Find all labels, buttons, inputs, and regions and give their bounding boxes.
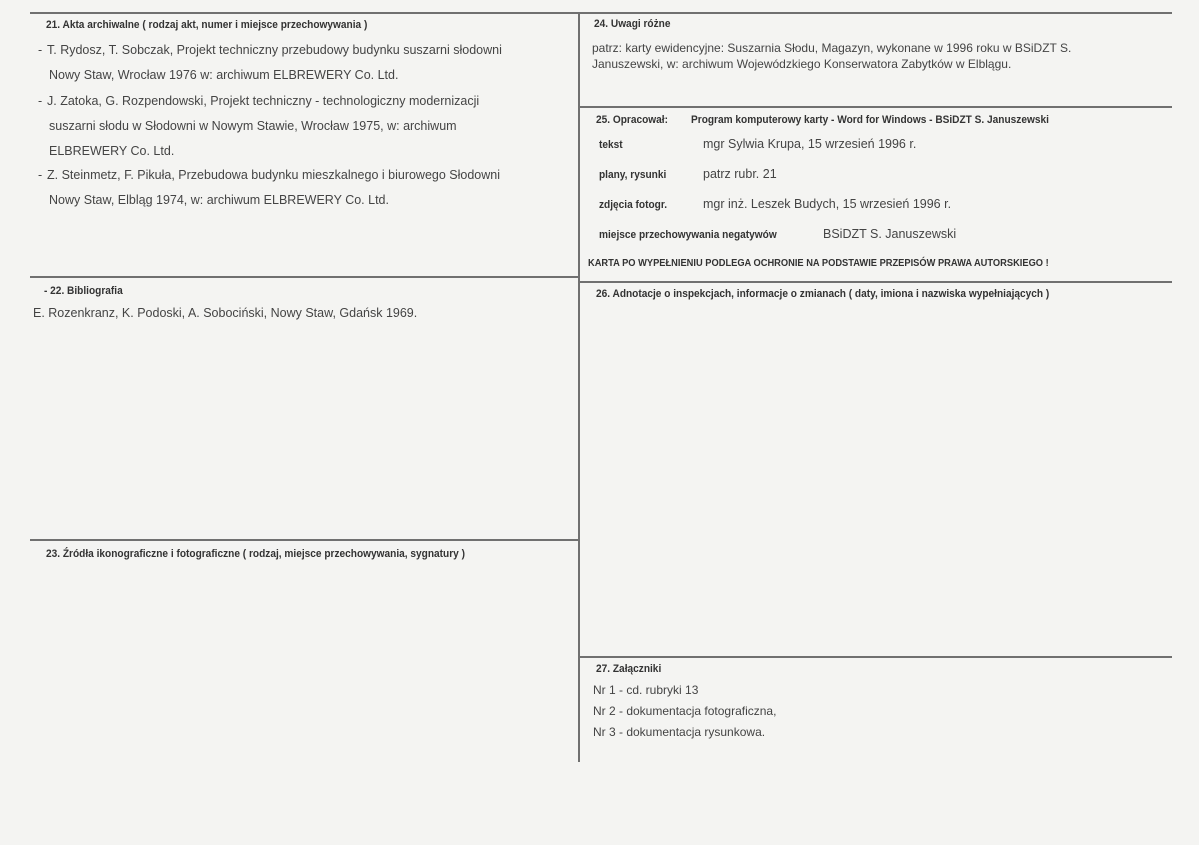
value-miejsce-negatywow: BSiDZT S. Januszewski bbox=[823, 227, 957, 241]
attachment-1: Nr 1 - cd. rubryki 13 bbox=[593, 683, 699, 697]
section-25-heading: 25. Opracował: bbox=[596, 114, 669, 126]
divider-25-26 bbox=[580, 281, 1172, 283]
divider-26-27 bbox=[580, 656, 1172, 658]
section-21-heading: 21. Akta archiwalne ( rodzaj akt, numer i miejsce przechowywania ) bbox=[46, 19, 368, 31]
bibliography-entry: E. Rozenkranz, K. Podoski, A. Sobociński, Nowy Staw, Gdańsk 1969. bbox=[33, 306, 418, 320]
copyright-warning: KARTA PO WYPEŁNIENIU PODLEGA OCHRONIE NA PODSTAWIE PRZEPISÓW PRAWA AUTORSKIEGO ! bbox=[588, 258, 1049, 269]
value-zdjecia-fotogr: mgr inż. Leszek Budych, 15 wrzesień 1996 r. bbox=[703, 197, 952, 211]
label-plany-rysunki: plany, rysunki bbox=[599, 169, 667, 181]
label-tekst: tekst bbox=[599, 139, 623, 151]
archive-item-2-line-1: J. Zatoka, G. Rozpendowski, Projekt techniczny - technologiczny modernizacji bbox=[47, 94, 480, 108]
divider-22-23 bbox=[30, 539, 578, 541]
column-divider bbox=[578, 12, 580, 762]
remarks-line-2: Januszewski, w: archiwum Wojewódzkiego Konserwatora Zabytków w Elblągu. bbox=[592, 57, 1012, 71]
list-bullet: - bbox=[38, 94, 43, 108]
top-border bbox=[30, 12, 1172, 14]
value-plany-rysunki: patrz rubr. 21 bbox=[703, 167, 777, 181]
list-bullet: - bbox=[38, 43, 43, 57]
attachment-2: Nr 2 - dokumentacja fotograficzna, bbox=[593, 704, 777, 718]
attachment-3: Nr 3 - dokumentacja rysunkowa. bbox=[593, 725, 766, 739]
value-tekst: mgr Sylwia Krupa, 15 wrzesień 1996 r. bbox=[703, 137, 917, 151]
archive-item-1-line-2: Nowy Staw, Wrocław 1976 w: archiwum ELBREWERY Co. Ltd. bbox=[49, 68, 399, 82]
divider-24-25 bbox=[580, 106, 1172, 108]
section-22-heading: - 22. Bibliografia bbox=[44, 285, 123, 297]
divider-21-22 bbox=[30, 276, 578, 278]
program-credit: Program komputerowy karty - Word for Windows - BSiDZT S. Januszewski bbox=[691, 114, 1049, 126]
section-24-heading: 24. Uwagi różne bbox=[594, 18, 671, 30]
archive-item-2-line-3: ELBREWERY Co. Ltd. bbox=[49, 144, 175, 158]
archive-item-1-line-1: T. Rydosz, T. Sobczak, Projekt techniczny przebudowy budynku suszarni słodowni bbox=[47, 43, 502, 57]
section-26-heading: 26. Adnotacje o inspekcjach, informacje o zmianach ( daty, imiona i nazwiska wypełniających ) bbox=[596, 288, 1050, 300]
remarks-line-1: patrz: karty ewidencyjne: Suszarnia Słodu, Magazyn, wykonane w 1996 roku w BSiDZT S. bbox=[592, 41, 1072, 55]
archive-item-3-line-2: Nowy Staw, Elbląg 1974, w: archiwum ELBREWERY Co. Ltd. bbox=[49, 193, 389, 207]
list-bullet: - bbox=[38, 168, 43, 182]
section-27-heading: 27. Załączniki bbox=[596, 663, 662, 675]
label-zdjecia-fotogr: zdjęcia fotogr. bbox=[599, 199, 668, 211]
section-23-heading: 23. Źródła ikonograficzne i fotograficzne ( rodzaj, miejsce przechowywania, sygnatury ) bbox=[46, 548, 465, 560]
archive-item-2-line-2: suszarni słodu w Słodowni w Nowym Stawie, Wrocław 1975, w: archiwum bbox=[49, 119, 457, 133]
label-miejsce-negatywow: miejsce przechowywania negatywów bbox=[599, 229, 777, 241]
archive-item-3-line-1: Z. Steinmetz, F. Pikuła, Przebudowa budynku mieszkalnego i biurowego Słodowni bbox=[47, 168, 501, 182]
